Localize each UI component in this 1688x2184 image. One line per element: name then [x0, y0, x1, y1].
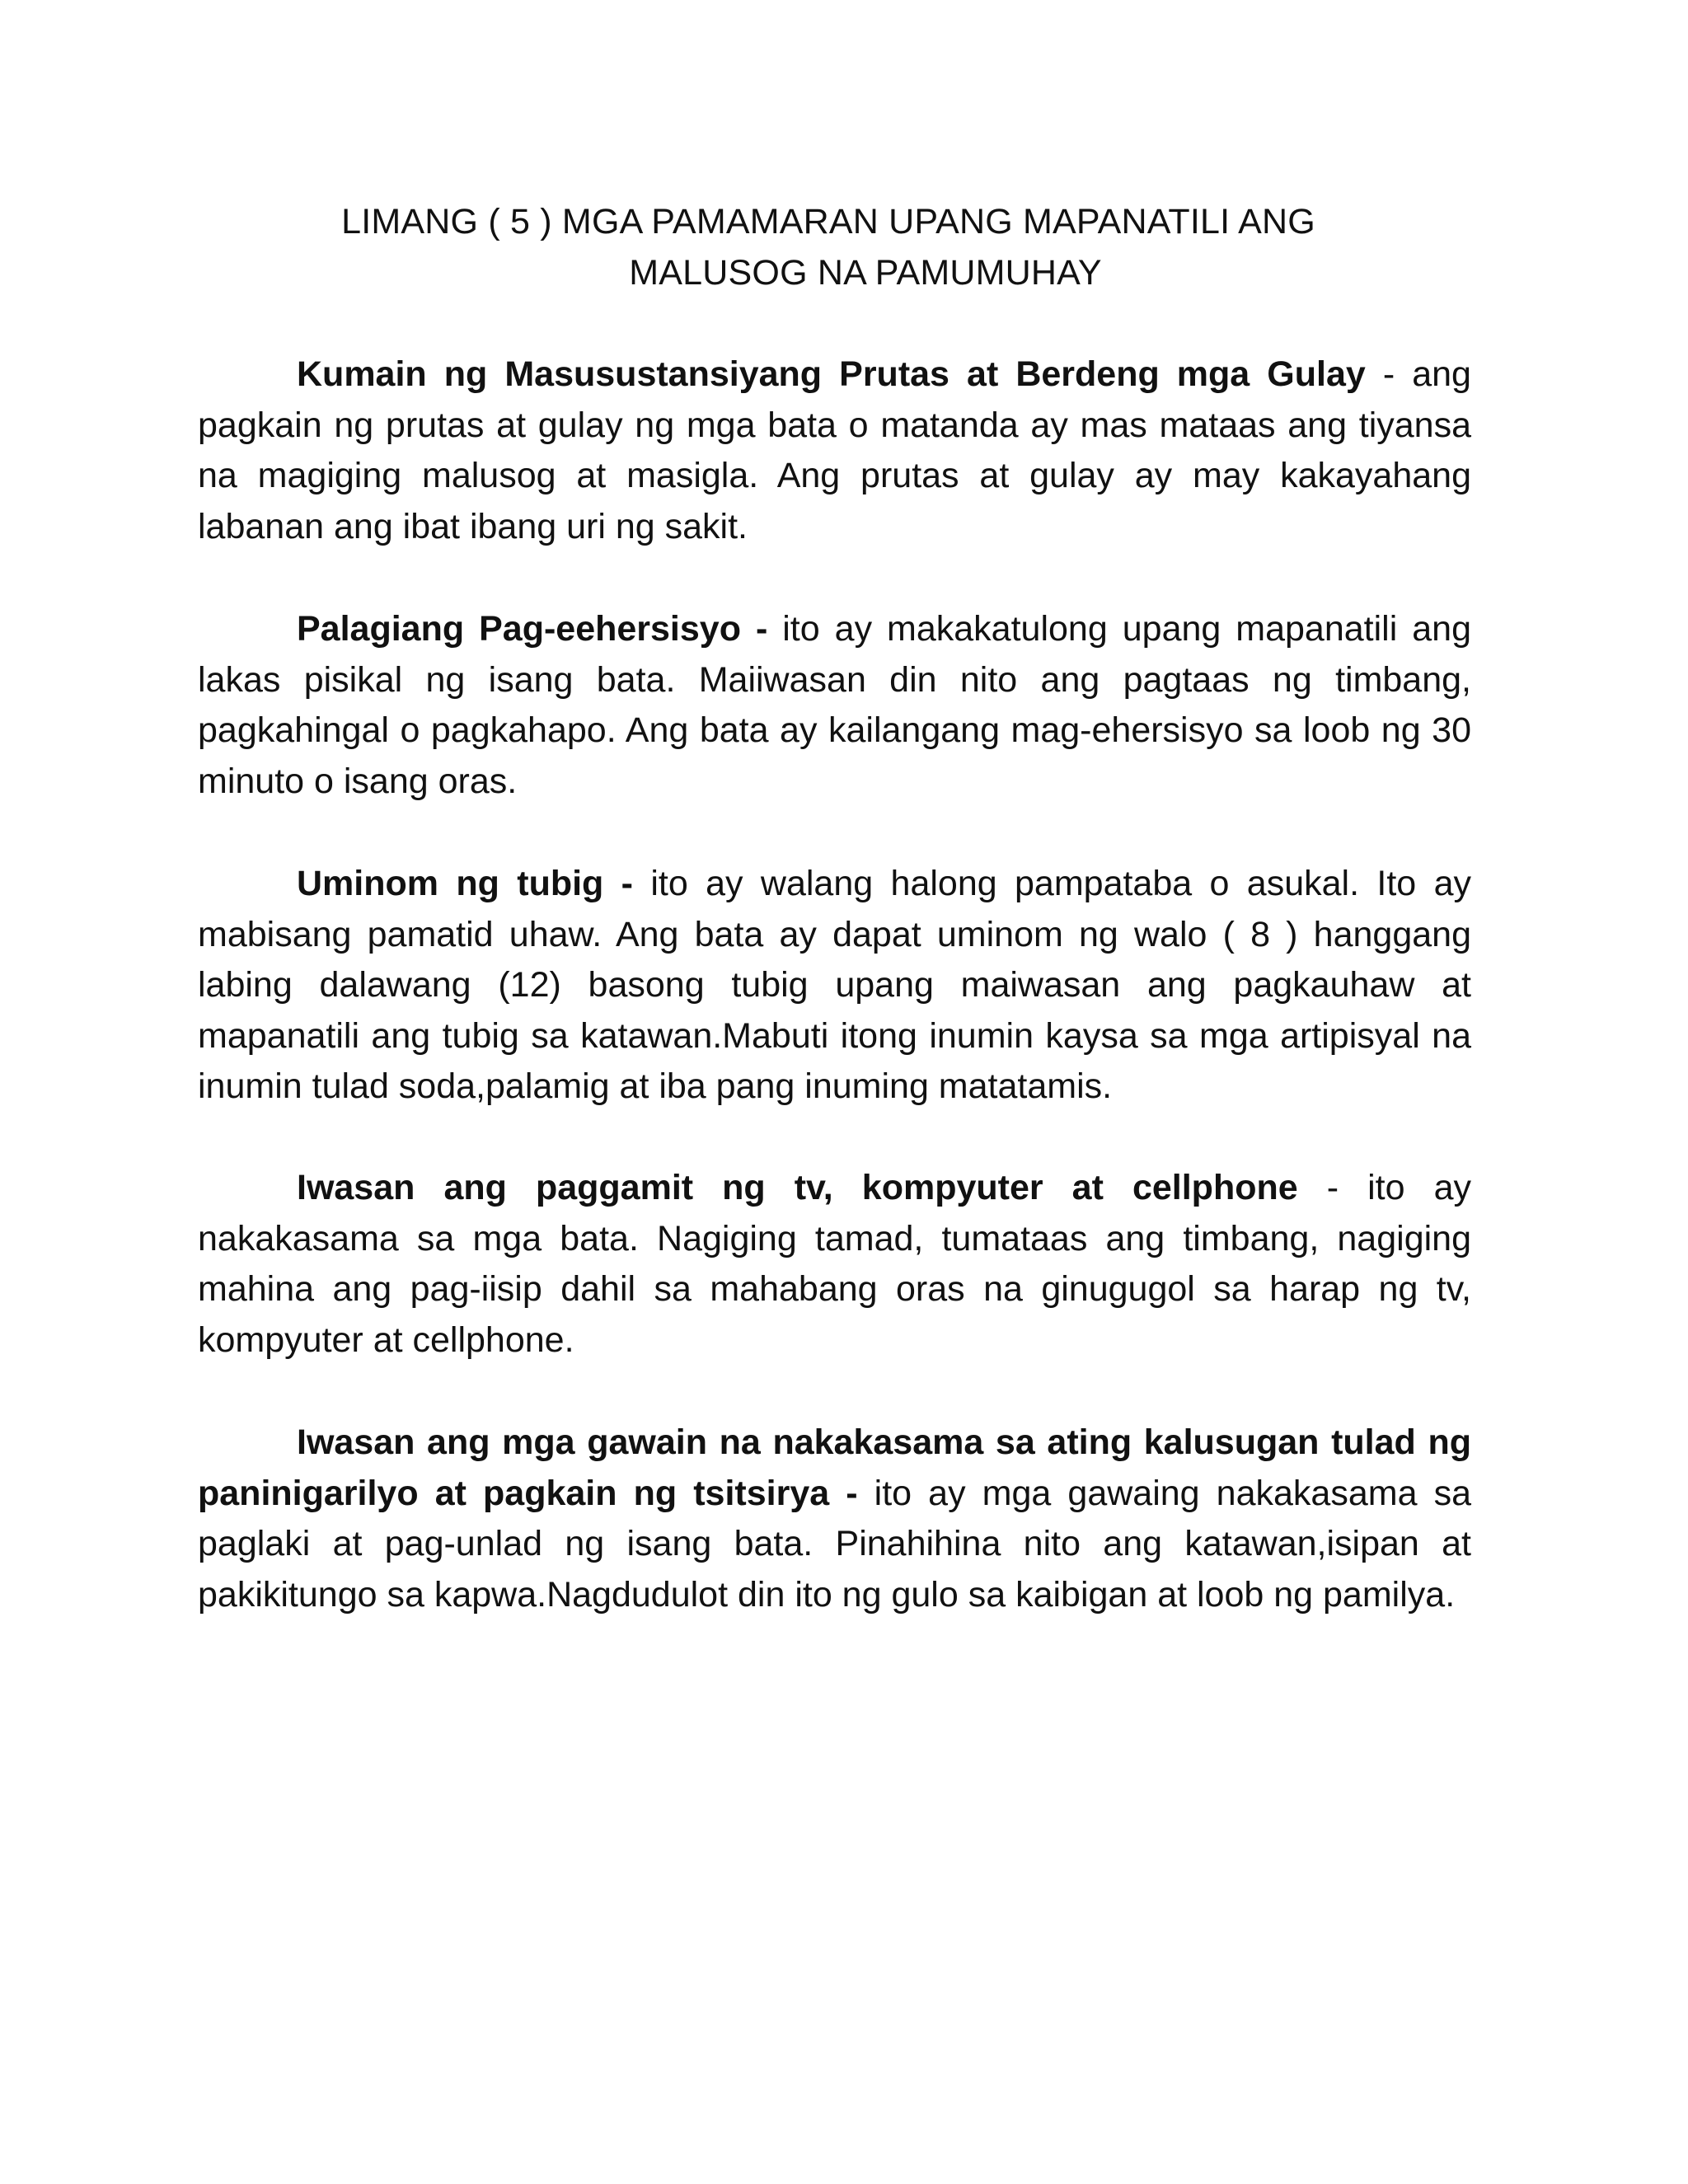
section-heading: Palagiang Pag-eehersisyo - — [297, 609, 768, 649]
section-paragraph — [198, 1163, 1471, 1366]
section-body: - ito ay nakakasama sa mga bata. Nagiging tamad, tumataas ang timbang, nagiging mahina ang pag-iisip dahil sa mahabang oras na ginugugol sa harap ng tv, kompyuter at cellphone. — [198, 1168, 1471, 1360]
section-heading: Uminom ng tubig - — [297, 864, 633, 903]
section-paragraph — [198, 604, 1471, 807]
section-paragraph — [198, 349, 1471, 552]
title-line-1: LIMANG ( 5 ) MGA PAMAMARAN UPANG MAPANATILI ANG — [341, 202, 1315, 241]
section-heading: Kumain ng Masusustansiyang Prutas at Berdeng mga Gulay — [297, 354, 1366, 394]
section-paragraph — [198, 859, 1471, 1113]
section-body: - ang pagkain ng prutas at gulay ng mga bata o matanda ay mas mataas ang tiyansa na magiging malusog at masigla. Ang prutas at gulay ay may kakayahang labanan ang ibat ibang uri ng sakit. — [198, 354, 1471, 546]
section-body: ito ay walang halong pampataba o asukal. Ito ay mabisang pamatid uhaw. Ang bata ay dapat uminom ng walo ( 8 ) hanggang labing dalawang (12) basong tubig upang maiwasan ang pagkauhaw at mapanatili ang tubig sa katawan.Mabuti itong inumin kaysa sa mga artipisyal na inumin tulad soda,palamig at iba pang inuming matatamis. — [198, 864, 1471, 1106]
title-line-2: MALUSOG NA PAMUMUHAY — [629, 253, 1102, 293]
page-title — [198, 196, 1492, 298]
section-body: ito ay makakatulong upang mapanatili ang lakas pisikal ng isang bata. Maiiwasan din nito ang pagtaas ng timbang, pagkahingal o pagkahapo. Ang bata ay kailangang mag-ehersisyo sa loob ng 30 minuto o isang oras. — [198, 609, 1472, 801]
section-body: ito ay mga gawaing nakakasama sa paglaki at pag-unlad ng isang bata. Pinahihina nito ang katawan,isipan at pakikitungo sa kapwa.Nagdudulot din ito ng gulo sa kaibigan at loob ng pamilya. — [198, 1473, 1471, 1615]
section-paragraph — [198, 1418, 1471, 1620]
section-heading: Iwasan ang paggamit ng tv, kompyuter at cellphone — [297, 1168, 1298, 1207]
section-heading: Iwasan ang mga gawain na nakakasama sa ating kalusugan tulad ng paninigarilyo at pagkain ng tsitsirya - — [198, 1422, 1471, 1513]
